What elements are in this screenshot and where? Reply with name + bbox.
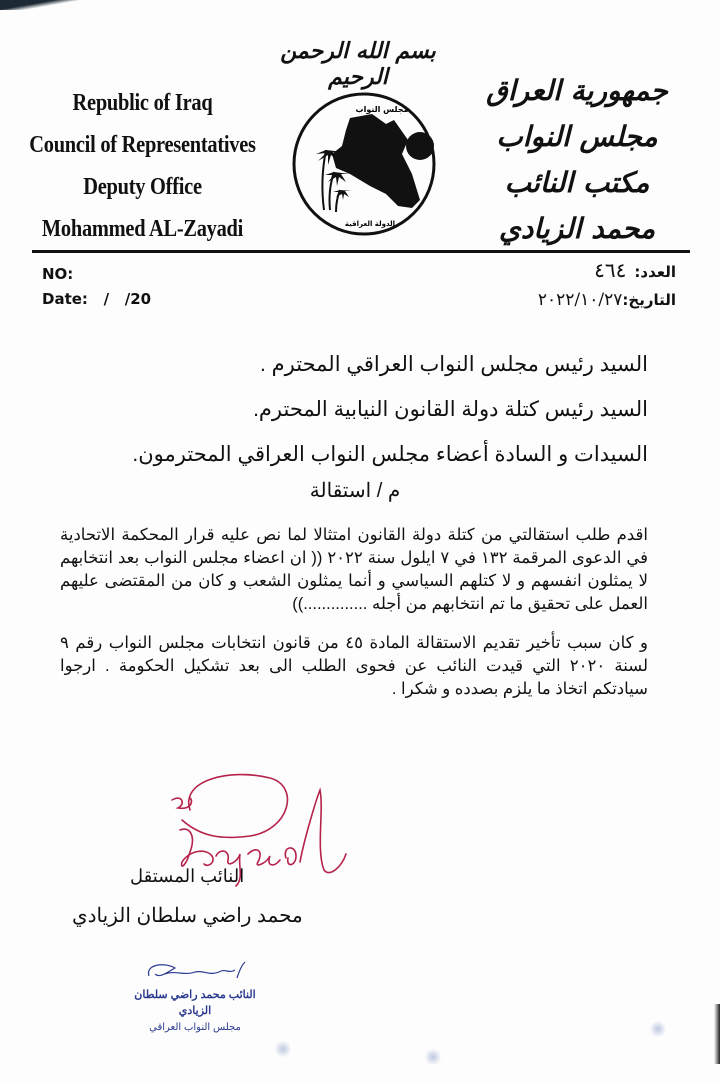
letterhead-country: Republic of Iraq [72,90,213,116]
parliament-emblem-icon [290,90,438,238]
arabic-number-value: ٤٦٤ [594,258,627,282]
scan-edge-shadow [714,1004,720,1064]
number-label: NO: [42,265,74,283]
date-label: Date: / /20 [42,290,152,308]
stamp-signature-icon [125,960,265,982]
signer-title: النائب المستقل [130,866,245,886]
emblem-top-text: مجلس النواب [355,105,409,114]
stamp-smudge [425,1048,441,1066]
emblem-bottom-text: الدولة العراقية [344,220,396,228]
arabic-date-value: ٢٠٢٢/١٠/٢٧ [537,290,623,310]
letterhead-council: Council of Representatives [29,132,256,158]
body-paragraph: و كان سبب تأخير تقديم الاستقالة المادة ٤٥ من قانون انتخابات مجلس النواب رقم ٩ لسنة ٢٠٢٠ التي قيدت النائب عن فحوى الطلب الى بعد تشكيل الحكومة . ارجوا سيادتكم اتخاذ ما يلزم بصدده و شكرا . [60,634,648,698]
stamp-council: مجلس النواب العراقي [149,1022,241,1033]
arabic-number-label: العدد: [634,263,676,281]
header-divider [32,250,690,253]
letter-subject: م / استقالة [309,480,401,502]
addressee-members: السيدات و السادة أعضاء مجلس النواب العراقي المحترمون. [132,443,648,466]
addressee-speaker: السيد رئيس مجلس النواب العراقي المحترم . [260,353,648,376]
letterhead-arabic-country: جمهورية العراق [486,74,668,107]
letterhead-deputy-name: Mohammed AL-Zayadi [41,216,244,242]
official-stamp [125,960,265,1035]
stamp-smudge [650,1020,666,1038]
addressee-bloc-head: السيد رئيس كتلة دولة القانون النيابية المحترم. [253,398,648,421]
letterhead-arabic-council: مجلس النواب [496,120,658,153]
stamp-smudge [275,1040,291,1058]
letterhead-arabic-office: مكتب النائب [504,166,650,199]
addressees [132,342,648,477]
letterhead-arabic [452,68,702,252]
reference-arabic [538,256,676,314]
stamp-deputy-name: النائب محمد راضي سلطان الزيادي [134,989,256,1017]
signer-name: محمد راضي سلطان الزيادي [72,905,303,927]
letterhead-arabic-deputy-name: محمد الزيادي [498,212,656,245]
letterhead-english [21,82,263,250]
basmala: بسم الله الرحمن الرحيم [280,38,436,90]
arabic-date-label: التاريخ: [622,291,676,309]
reference-english [42,262,151,312]
body-paragraph: اقدم طلب استقالتي من كتلة دولة القانون امتثالا لما نص عليه قرار المحكمة الاتحادية في الدعوى المرقمة ١٣٢ في ٧ ايلول سنة ٢٠٢٢ (( ان اعضاء مجلس النواب بعد انتخابهم لا يمثلون انفسهم و لا كتلهم السياسي و أنما يمثلون الشعب و كان من المقتضى عليهم العمل على تحقيق ما تم انتخابهم من أجله ..............)) [60,526,649,613]
scan-edge-shadow [0,0,80,10]
letterhead-office: Deputy Office [83,174,202,200]
